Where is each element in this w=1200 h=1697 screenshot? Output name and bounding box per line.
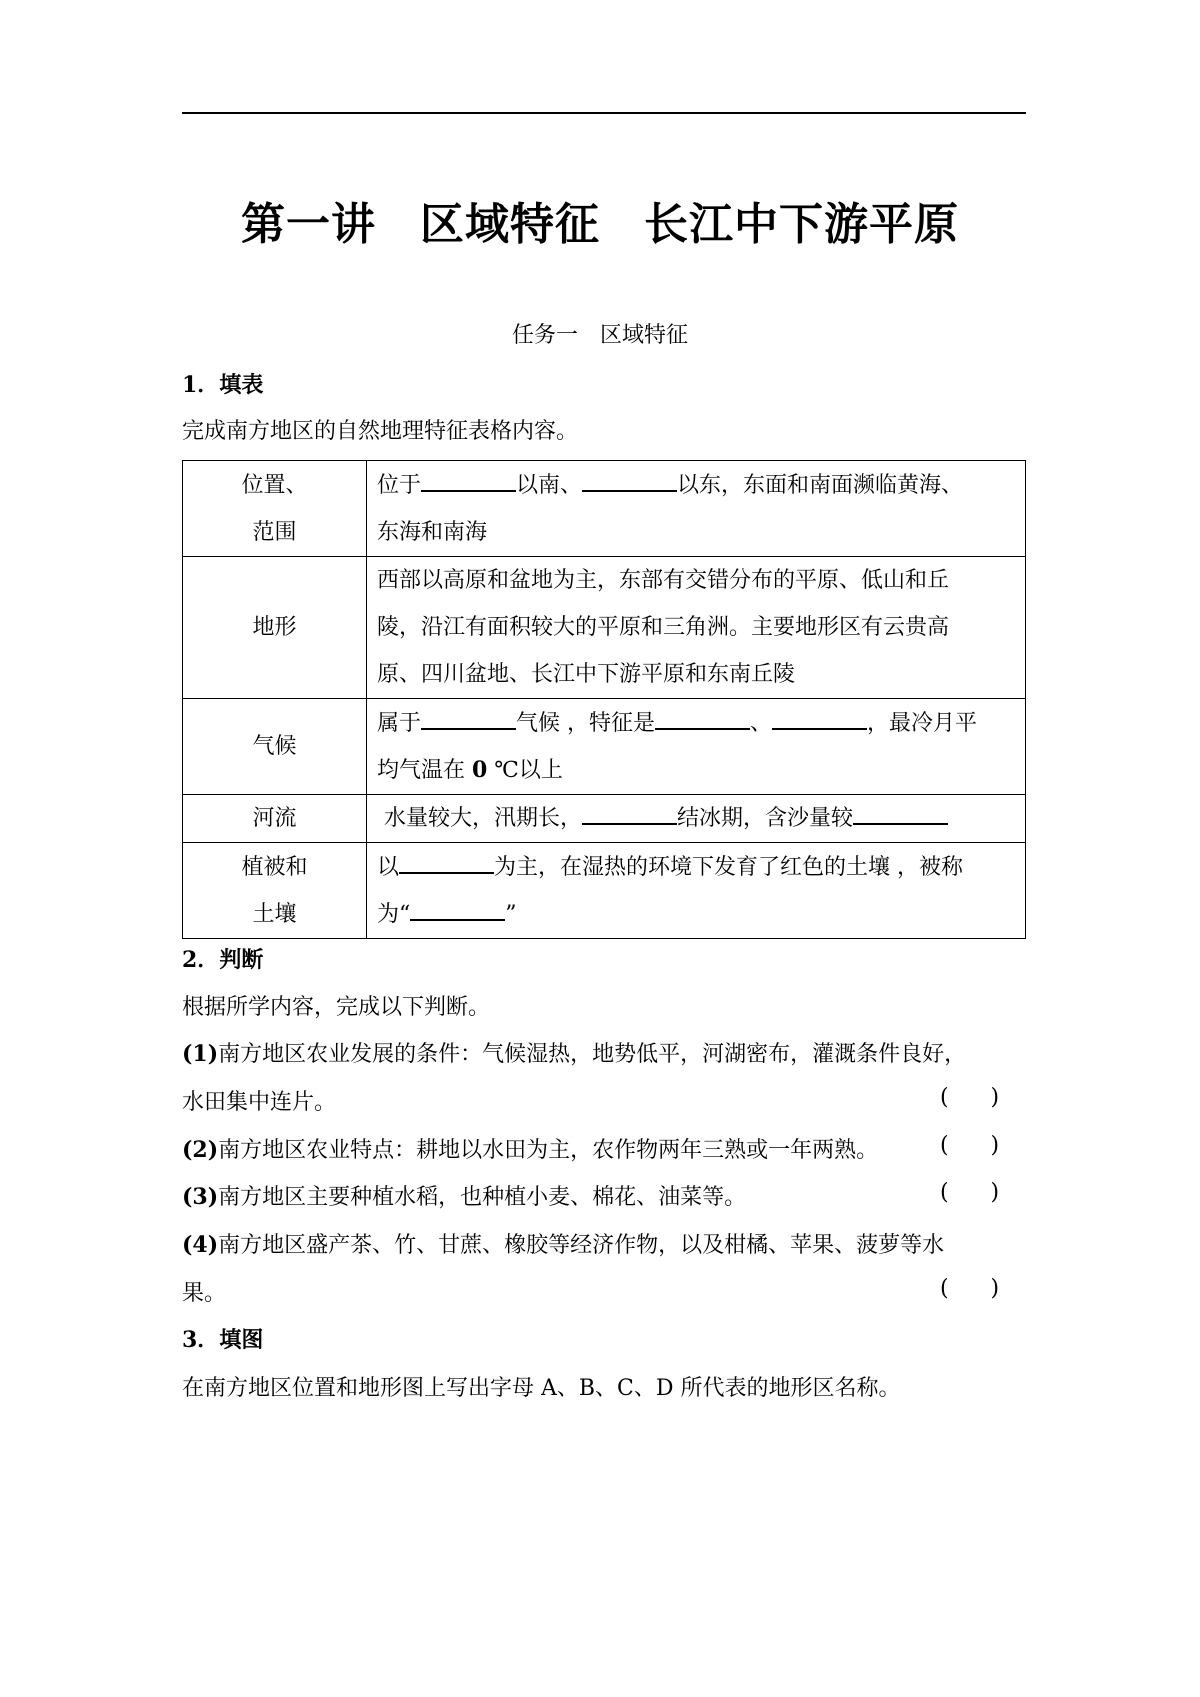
table-row (183, 843, 1026, 939)
fill-blank[interactable] (853, 801, 948, 825)
judgment-1-answer-parens[interactable]: ( ) (940, 1085, 1000, 1110)
title-part-1: 第一讲 (241, 199, 376, 250)
table-row (183, 699, 1026, 795)
fill-blank[interactable] (655, 706, 750, 730)
table-label-terrain: 地形 (183, 557, 367, 699)
section-1-title: 填表 (219, 372, 264, 398)
judgment-3: (3)南方地区主要种植水稻，也种植小麦、棉花、油菜等。 (182, 1184, 747, 1210)
geography-table (182, 460, 1026, 939)
section-1-number: 1． (182, 372, 220, 398)
fill-blank[interactable] (582, 468, 677, 492)
section-3-number: 3． (182, 1327, 220, 1353)
section-2-heading (182, 943, 263, 974)
section-2-title: 判断 (219, 947, 264, 973)
judgment-2-answer-parens[interactable]: ( ) (940, 1133, 1000, 1158)
table-cell-terrain: 西部以高原和盆地为主，东部有交错分布的平原、低山和丘 陵，沿江有面积较大的平原和三角洲。主要地形区有云贵高 原、四川盆地、长江中下游平原和东南丘陵 (367, 557, 1026, 699)
subtitle-part-1: 任务一 (511, 323, 578, 348)
fill-blank[interactable] (772, 706, 867, 730)
judgment-2: (2)南方地区农业特点：耕地以水田为主，农作物两年三熟或一年两熟。 (182, 1137, 879, 1163)
fill-blank[interactable] (399, 850, 494, 874)
fill-blank[interactable] (410, 897, 505, 921)
page-title (0, 188, 1200, 252)
table-row (183, 557, 1026, 699)
section-1-heading (182, 368, 263, 399)
fill-blank[interactable] (421, 706, 516, 730)
table-label-climate: 气候 (183, 699, 367, 795)
header-rule (182, 112, 1026, 114)
fill-blank[interactable] (421, 468, 516, 492)
task-subtitle (0, 318, 1200, 349)
judgment-1-line-1: (1)南方地区农业发展的条件：气候湿热，地势低平，河湖密布，灌溉条件良好， (182, 1041, 967, 1067)
section-2-instruction: 根据所学内容，完成以下判断。 (182, 995, 491, 1020)
judgment-4-line-1: (4)南方地区盛产茶、竹、甘蔗、橡胶等经济作物，以及柑橘、苹果、菠萝等水 (182, 1232, 945, 1258)
section-3-heading (182, 1323, 263, 1354)
subtitle-part-2: 区域特征 (600, 323, 689, 348)
section-3-title: 填图 (219, 1327, 264, 1353)
table-cell-vegetation: 以 为主，在湿热的环境下发育了红色的土壤 ，被称 为“ ” (367, 843, 1026, 939)
table-row (183, 461, 1026, 557)
judgment-3-answer-parens[interactable]: ( ) (940, 1180, 1000, 1205)
title-part-2: 区域特征 (420, 199, 600, 250)
table-cell-climate: 属于 气候 ，特征是 、 ，最冷月平 均气温在 0 ℃以上 (367, 699, 1026, 795)
table-label-vegetation: 植被和 土壤 (183, 843, 367, 939)
table-label-location: 位置、 范围 (183, 461, 367, 557)
judgment-4-answer-parens[interactable]: ( ) (940, 1276, 1000, 1301)
section-3-instruction: 在南方地区位置和地形图上写出字母 A、B、C、D 所代表的地形区名称。 (182, 1376, 901, 1401)
table-label-rivers: 河流 (183, 795, 367, 843)
judgment-4-line-2: 果。 (182, 1281, 227, 1306)
table-cell-rivers: 水量较大，汛期长， 结冰期，含沙量较 (367, 795, 1026, 843)
section-2-number: 2． (182, 947, 220, 973)
table-cell-location: 位于 以南、 以东，东面和南面濒临黄海、 东海和南海 (367, 461, 1026, 557)
fill-blank[interactable] (582, 801, 677, 825)
title-part-3: 长江中下游平原 (644, 199, 959, 250)
section-1-instruction: 完成南方地区的自然地理特征表格内容。 (182, 419, 579, 444)
judgment-1-line-2: 水田集中连片。 (182, 1090, 337, 1115)
table-row (183, 795, 1026, 843)
